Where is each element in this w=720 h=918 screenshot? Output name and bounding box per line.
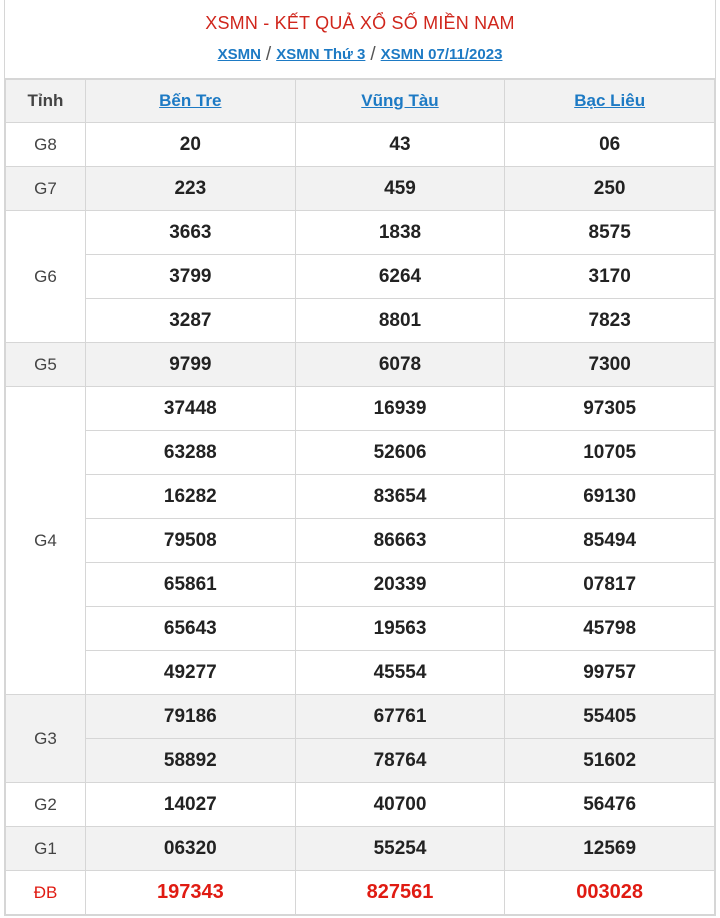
prize-number: 79186 <box>86 695 296 739</box>
prize-row <box>6 167 715 211</box>
prize-number: 14027 <box>86 783 296 827</box>
prize-row <box>6 343 715 387</box>
prize-number: 9799 <box>86 343 296 387</box>
prize-row <box>6 607 715 651</box>
prize-number: 16939 <box>295 387 505 431</box>
prize-number: 7300 <box>505 343 715 387</box>
prize-number: 52606 <box>295 431 505 475</box>
prize-number: 49277 <box>86 651 296 695</box>
prize-row <box>6 651 715 695</box>
prize-number: 55254 <box>295 827 505 871</box>
results-body <box>6 123 715 915</box>
prize-number: 250 <box>505 167 715 211</box>
prize-label: G4 <box>6 387 86 695</box>
prize-number: 10705 <box>505 431 715 475</box>
breadcrumb <box>5 43 715 65</box>
prize-number: 6264 <box>295 255 505 299</box>
breadcrumb-xsmn-link[interactable]: XSMN <box>217 46 261 63</box>
prize-row <box>6 519 715 563</box>
prize-row <box>6 299 715 343</box>
prize-label: G1 <box>6 827 86 871</box>
prize-label: G6 <box>6 211 86 343</box>
breadcrumb-separator: / <box>370 44 376 65</box>
prize-row <box>6 783 715 827</box>
prize-number: 40700 <box>295 783 505 827</box>
prize-number: 56476 <box>505 783 715 827</box>
prize-row <box>6 695 715 739</box>
prize-number: 3170 <box>505 255 715 299</box>
prize-label: G5 <box>6 343 86 387</box>
prize-number: 1838 <box>295 211 505 255</box>
breadcrumb-weekday-link[interactable]: XSMN Thứ 3 <box>276 46 366 63</box>
prize-number: 20339 <box>295 563 505 607</box>
prize-number: 3799 <box>86 255 296 299</box>
prize-number: 67761 <box>295 695 505 739</box>
table-header-row <box>6 80 715 123</box>
results-panel <box>4 0 716 916</box>
prize-label: ĐB <box>6 871 86 915</box>
province-link-bac-lieu[interactable]: Bạc Liêu <box>574 91 646 110</box>
prize-row <box>6 387 715 431</box>
province-link-vung-tau[interactable]: Vũng Tàu <box>361 91 439 110</box>
prize-number: 223 <box>86 167 296 211</box>
prize-number: 43 <box>295 123 505 167</box>
breadcrumb-date-link[interactable]: XSMN 07/11/2023 <box>380 46 503 63</box>
prize-number: 3287 <box>86 299 296 343</box>
prize-number: 85494 <box>505 519 715 563</box>
prize-number: 827561 <box>295 871 505 915</box>
results-header <box>5 0 715 79</box>
prize-label: G7 <box>6 167 86 211</box>
prize-number: 37448 <box>86 387 296 431</box>
prize-number: 45798 <box>505 607 715 651</box>
prize-number: 58892 <box>86 739 296 783</box>
prize-number: 65643 <box>86 607 296 651</box>
prize-number: 79508 <box>86 519 296 563</box>
province-header <box>86 80 296 123</box>
prize-row <box>6 211 715 255</box>
breadcrumb-separator: / <box>265 44 272 65</box>
prize-row <box>6 431 715 475</box>
prize-number: 8575 <box>505 211 715 255</box>
prize-number: 83654 <box>295 475 505 519</box>
prize-number: 7823 <box>505 299 715 343</box>
prize-row <box>6 827 715 871</box>
prize-label: G3 <box>6 695 86 783</box>
prize-number: 20 <box>86 123 296 167</box>
prize-number: 51602 <box>505 739 715 783</box>
prize-number: 99757 <box>505 651 715 695</box>
prize-number: 3663 <box>86 211 296 255</box>
prize-number: 8801 <box>295 299 505 343</box>
prize-number: 06320 <box>86 827 296 871</box>
prize-label: G8 <box>6 123 86 167</box>
prize-number: 003028 <box>505 871 715 915</box>
prize-number: 197343 <box>86 871 296 915</box>
prize-number: 6078 <box>295 343 505 387</box>
prize-label: G2 <box>6 783 86 827</box>
prize-number: 69130 <box>505 475 715 519</box>
prize-number: 63288 <box>86 431 296 475</box>
prize-number: 459 <box>295 167 505 211</box>
prize-number: 12569 <box>505 827 715 871</box>
prize-number: 06 <box>505 123 715 167</box>
prize-number: 86663 <box>295 519 505 563</box>
prize-row <box>6 475 715 519</box>
province-header <box>505 80 715 123</box>
prize-row <box>6 563 715 607</box>
province-column-header: Tỉnh <box>6 80 86 123</box>
prize-number: 19563 <box>295 607 505 651</box>
prize-row <box>6 871 715 915</box>
prize-number: 65861 <box>86 563 296 607</box>
prize-number: 16282 <box>86 475 296 519</box>
prize-number: 45554 <box>295 651 505 695</box>
results-table <box>5 79 715 915</box>
prize-number: 78764 <box>295 739 505 783</box>
province-header <box>295 80 505 123</box>
page-title: XSMN - KẾT QUẢ XỔ SỐ MIỀN NAM <box>205 13 515 33</box>
prize-row <box>6 255 715 299</box>
prize-number: 07817 <box>505 563 715 607</box>
prize-row <box>6 123 715 167</box>
prize-number: 97305 <box>505 387 715 431</box>
province-link-ben-tre[interactable]: Bến Tre <box>159 91 222 110</box>
prize-number: 55405 <box>505 695 715 739</box>
prize-row <box>6 739 715 783</box>
